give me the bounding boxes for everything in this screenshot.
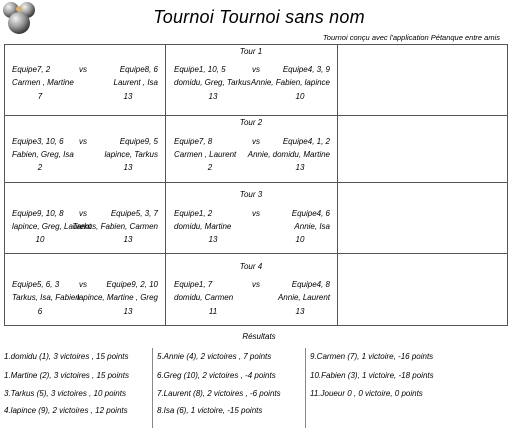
- match-team1: Equipe1, 2: [174, 209, 213, 218]
- match-team2: Equipe4, 1, 2: [282, 137, 330, 146]
- match-team2: Equipe4, 8: [291, 280, 330, 289]
- row-divider: [4, 182, 508, 183]
- match-score1: 2: [207, 163, 213, 172]
- match-score2: 13: [123, 92, 133, 101]
- ranking-entry: 10.Fabien (3), 1 victoire, -18 points: [310, 371, 434, 380]
- round-label: Tour 3: [239, 190, 263, 199]
- match-score1: 13: [208, 92, 218, 101]
- ranking-entry: 7.Laurent (8), 2 victoires , -6 points: [157, 389, 281, 398]
- match-score2: 13: [123, 235, 133, 244]
- ranking-entry: 11.Joueur 0 , 0 victoire, 0 points: [310, 389, 423, 398]
- match-team1: Equipe9, 10, 8: [12, 209, 64, 218]
- match-players2: Annie, domidu, Martine: [247, 150, 330, 159]
- match-score1: 10: [35, 235, 45, 244]
- match-score2: 13: [295, 163, 305, 172]
- match-score2: 13: [123, 163, 133, 172]
- match-score2: 10: [295, 235, 305, 244]
- ranking-entry: 1.Martine (2), 3 victoires , 15 points: [4, 371, 129, 380]
- match-team2: Equipe4, 3, 9: [282, 65, 330, 74]
- match-team2: Equipe8, 6: [119, 65, 158, 74]
- match-team1: Equipe3, 10, 6: [12, 137, 64, 146]
- match-players1: lapince, Greg, Laurent: [12, 222, 92, 231]
- ranking-entry: 4.lapince (9), 2 victoires , 12 points: [4, 406, 128, 415]
- app-credit: Tournoi conçu avec l'application Pétanque entre amis: [322, 33, 500, 42]
- results-title: Résultats: [242, 332, 276, 341]
- match-team2: Equipe9, 2, 10: [106, 280, 158, 289]
- match-score1: 2: [37, 163, 43, 172]
- match-score1: 6: [37, 307, 43, 316]
- ranking-entry: 1.domidu (1), 3 victoires , 15 points: [4, 352, 129, 361]
- ranking-entry: 5.Annie (4), 2 victoires , 7 points: [157, 352, 272, 361]
- match-players1: domidu, Carmen: [174, 293, 234, 302]
- match-team1: Equipe1, 10, 5: [174, 65, 226, 74]
- match-players1: domidu, Greg, Tarkus: [174, 78, 251, 87]
- match-score1: 11: [208, 307, 218, 316]
- match-players2: lapince, Tarkus: [104, 150, 158, 159]
- match-players1: Carmen , Laurent: [174, 150, 237, 159]
- vs-label: vs: [79, 280, 87, 289]
- vs-label: vs: [79, 209, 87, 218]
- match-players2: Annie, Laurent: [277, 293, 330, 302]
- row-divider: [4, 253, 508, 254]
- vs-label: vs: [79, 137, 87, 146]
- match-team1: Equipe5, 6, 3: [12, 280, 60, 289]
- round-label: Tour 1: [239, 47, 263, 56]
- vs-label: vs: [79, 65, 87, 74]
- ranking-entry: 9.Carmen (7), 1 victoire, -16 points: [310, 352, 434, 361]
- vs-label: vs: [252, 209, 260, 218]
- match-players2: Annie, Isa: [294, 222, 330, 231]
- results-divider: [152, 348, 153, 428]
- results-divider: [305, 348, 306, 428]
- match-score2: 13: [295, 307, 305, 316]
- match-team1: Equipe7, 2: [12, 65, 51, 74]
- round-label: Tour 4: [239, 262, 263, 271]
- match-players1: domidu, Martine: [174, 222, 232, 231]
- ranking-entry: 3.Tarkus (5), 3 victoires , 10 points: [4, 389, 126, 398]
- match-score2: 13: [123, 307, 133, 316]
- match-players2: Tarkus, Fabien, Carmen: [72, 222, 158, 231]
- tournament-title: Tournoi Tournoi sans nom: [153, 7, 365, 27]
- match-players2: Laurent , Isa: [113, 78, 158, 87]
- match-players1: Tarkus, Isa, Fabien: [12, 293, 80, 302]
- match-players2: Annie, Fabien, lapince: [250, 78, 330, 87]
- match-players1: Carmen , Martine: [12, 78, 74, 87]
- match-players2: lapince, Martine , Greg: [77, 293, 158, 302]
- column-divider: [165, 44, 166, 326]
- match-score1: 7: [37, 92, 43, 101]
- match-score1: 13: [208, 235, 218, 244]
- match-team1: Equipe7, 8: [174, 137, 213, 146]
- ranking-entry: 8.Isa (6), 1 victoire, -15 points: [157, 406, 263, 415]
- vs-label: vs: [252, 137, 260, 146]
- match-team2: Equipe5, 3, 7: [110, 209, 158, 218]
- vs-label: vs: [252, 280, 260, 289]
- round-label: Tour 2: [239, 118, 263, 127]
- ranking-entry: 6.Greg (10), 2 victoires , -4 points: [157, 371, 276, 380]
- match-team2: Equipe9, 5: [119, 137, 158, 146]
- match-players1: Fabien, Greg, Isa: [12, 150, 74, 159]
- vs-label: vs: [252, 65, 260, 74]
- match-team2: Equipe4, 6: [291, 209, 330, 218]
- match-score2: 10: [295, 92, 305, 101]
- match-team1: Equipe1, 7: [174, 280, 213, 289]
- column-divider: [337, 44, 338, 326]
- row-divider: [4, 115, 508, 116]
